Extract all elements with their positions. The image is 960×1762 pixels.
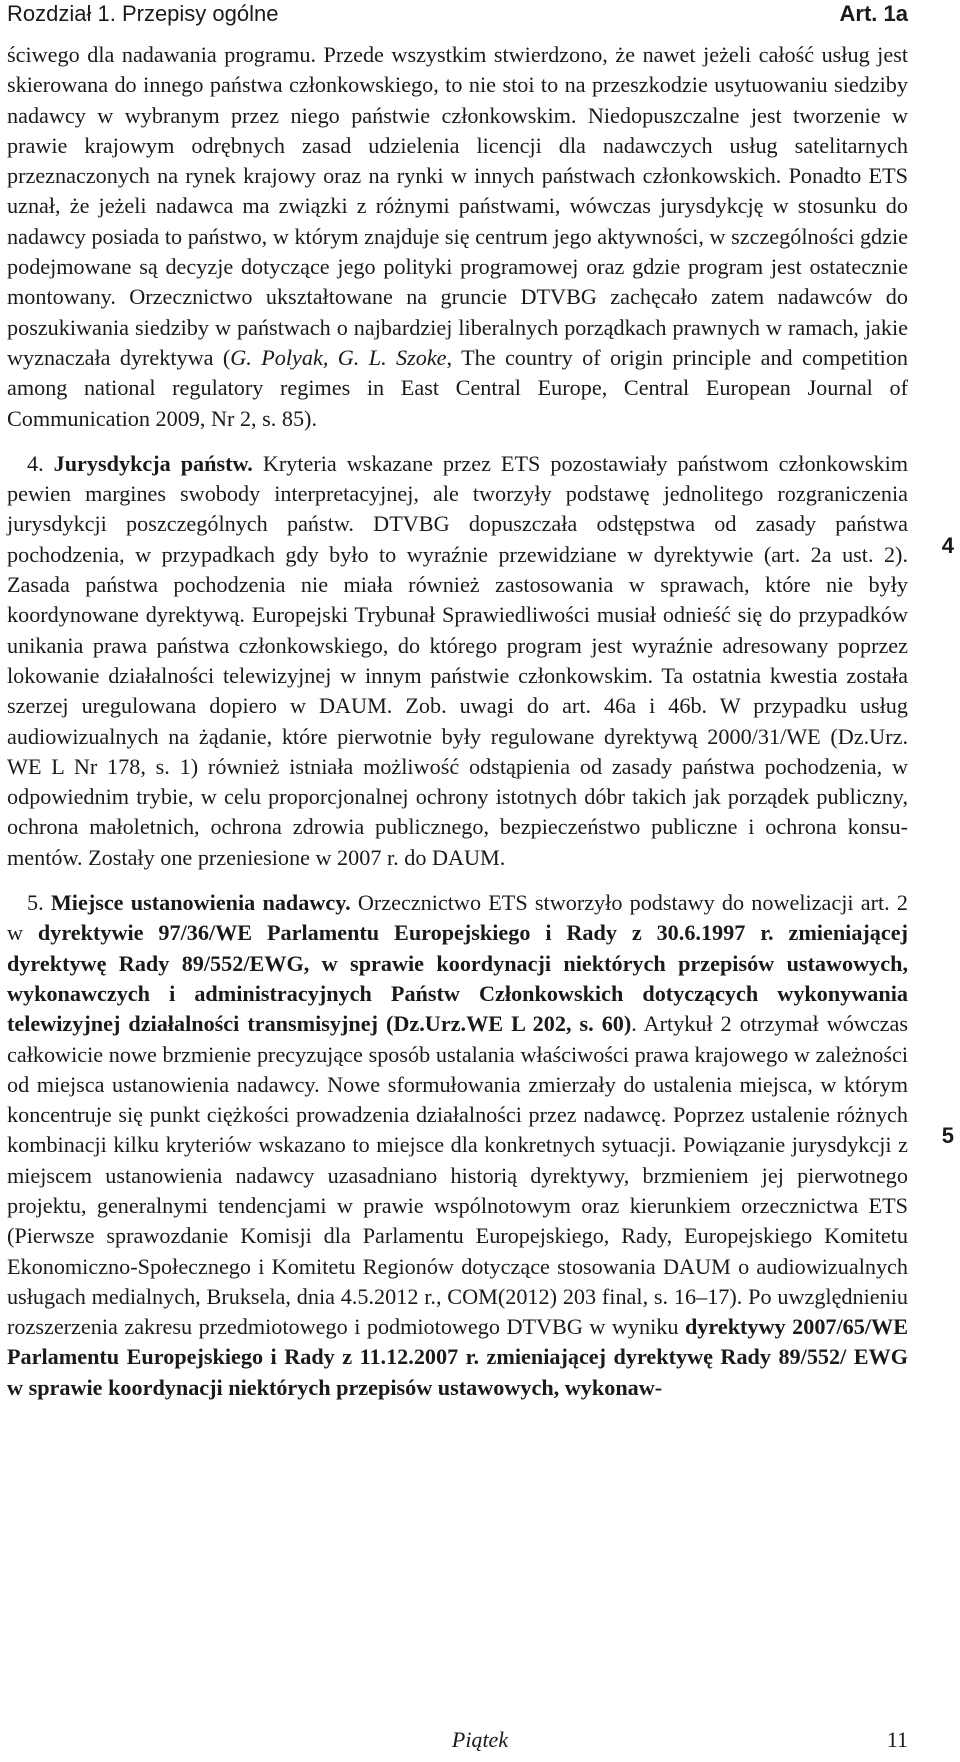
footer-author: Piątek	[451, 1727, 509, 1752]
directive-reference: dyrektywie 97/36/WE Parlamentu Europejskiego i Rady z 30.6.1997 r. zmieniającej dyrektywę Rady 89/552/EWG, w sprawie koordynacji niektórych przepisów ustawowych, wykonawczych i administracyjnych Państw Członkowskich dotyczących wykonywania telewizyjnej działalności transmisyjnej (Dz.Urz.WE L 202, s. 60)	[7, 920, 908, 1037]
paragraph-text: Orzecznictwo ETS stworzyło podstawy do nowelizacji art. 2 w	[7, 890, 908, 946]
paragraph-5	[7, 888, 908, 1403]
directive-reference: dyrektywy 2007/65/WE Parlamentu Europejskiego i Rady z 11.12.2007 r. zmieniającej dyrektywę Rady 89/552/ EWG w sprawie koordynacji niektórych przepisów ustawowych, wykonaw-	[7, 1314, 909, 1400]
paragraph-4	[7, 449, 908, 873]
citation-authors: G. Polyak, G. L. Szoke	[230, 344, 447, 370]
chapter-title: Rozdział 1. Przepisy ogólne	[7, 1, 279, 26]
paragraph-text: . Artykuł 2 otrzymał wówczas całkowicie nowe brzmienie precyzujące sposób ustalania właściwości prawa krajowego w zależności od miejsca ustanowienia nadawcy. Nowe sformułowania zmierzały do ustalenia miejsca, w którym koncentruje się punkt ciężkości prowadzenia działalności przez nadawcę. Poprzez ustalenie różnych kombinacji kilku kryteriów wskazano to miejsce dla konkretnych sytuacji. Powiązanie jurysdykcji z miejscem ustanowienia nadawcy uzasadniano historią dyrektywy, brzmieniem jej pierwotnego projektu, generalnymi tendencjami w prawie wspólnotowym oraz kierunkiem orzecznictwa ETS (Pierwsze sprawozdanie Komisji dla Parlamentu Europejskiego, Rady, Europejskiego Komitetu Ekonomiczno-Społecznego i Komitetu Regionów dotyczące stosowania DAUM o audiowizualnych usługach medialnych, Bruksela, dnia 4.5.2012 r., COM(2012) 203 final, s. 16–17). Po uwzględnieniu rozszerzenia zakresu przedmiotowego i podmiotowego DTVBG w wyniku	[7, 1011, 908, 1340]
paragraph-heading: Jurysdykcja państw.	[53, 450, 253, 476]
paragraph-text: , The country of origin principle and competition among national regulatory regimes in East Central Europe, Central European Journal of Communication 2009, Nr 2, s. 85).	[7, 344, 909, 431]
paragraph-heading: Miejsce ustanowienia nadawcy.	[50, 890, 351, 916]
margin-number-4: 4	[941, 533, 954, 558]
paragraph-continuation	[7, 40, 908, 434]
body-text	[7, 40, 908, 1403]
article-number: Art. 1a	[839, 1, 908, 26]
running-header	[7, 0, 908, 30]
margin-number-5: 5	[941, 1123, 954, 1148]
paragraph-text: Kryteria wskazane przez ETS pozostawiały państwom członkowskim pewien margines swobody interpretacyjnej, ale tworzyły podstawę jednolitego rozgraniczenia jurysdykcji poszczególnych państw. DTVBG dopuszczała odstępstwa od zasady państwa pochodzenia, w przypadkach gdy było to wyraźnie przewidziane w dyrektywie (art. 2a ust. 2). Zasada państwa pochodzenia nie miała również zastosowania w sprawach, które nie były koordynowane dyrektywą. Europejski Trybunał Sprawiedliwości musiał odnieść się do przypadków unikania prawa państwa członkowskiego, do którego program jest wyraźnie adresowany poprzez lokowanie działalności telewizyjnej w innym państwie członkowskim. Ta ostatnia kwestia została szerzej uregulowana dopiero w DAUM. Zob. uwagi do art. 46a i 46b. W przypadku usług audiowizualnych na żądanie, które pierwotnie były regulowane dyrektywą 2000/31/WE (Dz.Urz. WE L Nr 178, s. 1) również istniała możliwość odstąpienia od zasady państwa pochodzenia, w odpowiednim trybie, w celu proporcjonalnej ochrony istotnych dóbr takich jak porządek publiczny, ochrona małoletnich, ochrona zdrowia publicznego, bezpieczeństwo publiczne i ochrona konsumentów. Zostały one przeniesione w 2007 r. do DAUM.	[7, 450, 908, 870]
page-number: 11	[886, 1727, 908, 1752]
paragraph-number: 4.	[27, 450, 44, 476]
paragraph-number: 5.	[27, 890, 44, 916]
paragraph-text: ściwego dla nadawania programu. Przede wszystkim stwierdzono, że nawet jeżeli całość usług jest skierowana do innego państwa członkowskiego, to nie stoi to na przeszkodzie usytuowaniu siedziby nadawcy w wybranym przez niego państwie członkowskim. Niedopuszczalne jest tworzenie w prawie krajowym odrębnych zasad udzielenia licencji dla nadawczych usług satelitarnych przeznaczonych na rynek krajowy oraz na rynki w innych państwach członkowskich. Ponadto ETS uznał, że jeżeli nadawca ma związki z różnymi państwami, wówczas jurysdykcję w stosunku do nadawcy posiada to państwo, w którym znajduje się centrum jego aktywności, w szczególności gdzie podejmowane są decyzje dotyczące jego polityki programowej oraz gdzie program jest ostatecznie montowany. Orzecznictwo ukształtowane na gruncie DTVBG zachęcało zatem nadawców do poszukiwania siedziby w państwach o najbardziej liberalnych porządkach prawnych w ramach, jakie wyznaczała dyrektywa (	[7, 42, 908, 370]
